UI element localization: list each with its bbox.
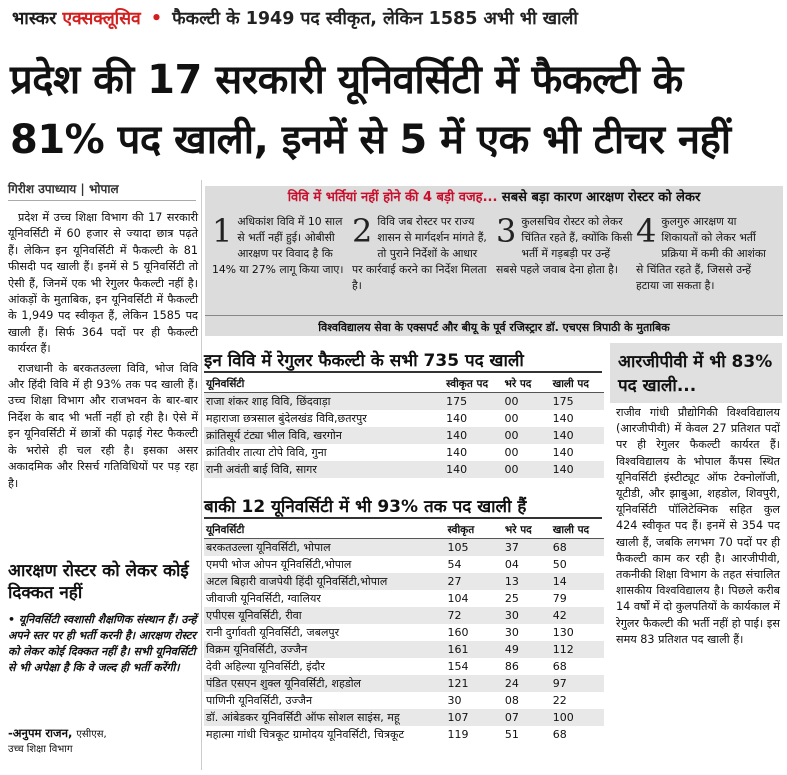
table-row <box>204 393 604 411</box>
university-name-cell: पाणिनी यूनिवर्सिटी, उज्जैन <box>206 694 313 707</box>
quote-author-title: एसीएस, <box>76 729 107 740</box>
number-cell: 13 <box>503 573 551 590</box>
faculty-table-2 <box>204 521 604 743</box>
number-cell: 121 <box>446 675 503 692</box>
reasons-source: विश्वविद्यालय सेवा के एक्सपर्ट और बीयू के पूर्व रजिस्ट्रार डॉ. एचएस त्रिपाठी के मुताबिक <box>205 315 783 335</box>
number-cell: 37 <box>503 539 551 557</box>
brand-name: भास्कर <box>12 9 57 29</box>
number-cell: 07 <box>503 709 551 726</box>
col-header: स्वीकृत <box>446 521 503 539</box>
number-cell: 160 <box>447 626 469 639</box>
table1-container <box>204 375 604 478</box>
col-header: भरे पद <box>503 521 551 539</box>
university-name-cell: राजा शंकर शाह विवि, छिंदवाड़ा <box>204 393 444 411</box>
number-cell: 140 <box>446 412 468 425</box>
number-cell: 175 <box>444 393 502 411</box>
university-name-cell: रानी दुर्गावती यूनिवर्सिटी, जबलपुर <box>206 626 340 639</box>
table-row <box>204 539 604 557</box>
col-header: स्वीकृत पद <box>444 375 502 393</box>
number-cell: 104 <box>447 592 469 605</box>
table1-title: इन विवि में रेगुलर फैकल्टी के सभी 735 पद खाली <box>204 351 524 371</box>
university-name-cell: विक्रम यूनिवर्सिटी, उज्जैन <box>204 641 446 658</box>
number-cell: 00 <box>503 427 551 444</box>
table-row <box>204 709 604 726</box>
table1-body <box>204 393 604 479</box>
table-row <box>204 692 604 709</box>
table-row <box>204 461 604 478</box>
reason-item <box>496 214 634 304</box>
table-row <box>204 556 604 573</box>
university-name-cell: एपीएस यूनिवर्सिटी, रीवा <box>204 607 446 624</box>
reason-text: कुलगुरु आरक्षण या शिकायतों को लेकर भर्ती प्रक्रिया में कमी की आशंका से चिंतित रहते हैं, जिससे उन्हें हटाया जा सकता है। <box>636 215 766 292</box>
number-cell: 30 <box>447 694 462 707</box>
number-cell: 140 <box>552 446 574 459</box>
table-row <box>204 675 604 692</box>
number-cell: 68 <box>551 539 604 557</box>
number-cell: 49 <box>503 641 551 658</box>
number-cell: 22 <box>552 694 567 707</box>
reason-text: कुलसचिव रोस्टर को लेकर चिंतित रहते हैं, क्योंकि किसी भर्ती में गड़बड़ी पर उन्हें सबसे पहले जवाब देना होता है। <box>496 215 633 276</box>
number-cell: 105 <box>446 539 503 557</box>
col-header: खाली पद <box>551 521 604 539</box>
university-name-cell: रानी अवंती बाई विवि, सागर <box>204 461 444 478</box>
table-row <box>204 624 604 641</box>
reason-text: विवि जब रोस्टर पर राज्य शासन से मार्गदर्शन मांगते हैं, तो पुराने निर्देशों के आधार पर कार्रवाई करने का निर्देश मिलता है। <box>352 215 487 292</box>
number-cell: 140 <box>444 461 502 478</box>
table-row <box>204 607 604 624</box>
table-row <box>204 427 604 444</box>
number-cell: 140 <box>446 446 468 459</box>
byline: गिरीश उपाध्याय | भोपाल <box>8 180 196 201</box>
headline: प्रदेश की 17 सरकारी यूनिवर्सिटी में फैकल्टी के 81% पद खाली, इनमें से 5 में एक भी टीचर नहीं <box>10 57 731 163</box>
number-cell: 107 <box>446 709 503 726</box>
number-cell: 68 <box>552 728 567 741</box>
table-row <box>204 590 604 607</box>
col-header: यूनिवर्सिटी <box>204 375 444 393</box>
number-cell: 30 <box>503 607 551 624</box>
sidebar-title: आरजीपीवी में भी 83% पद खाली... <box>618 352 773 396</box>
reasons-title-red: विवि में भर्तियां नहीं होने की 4 बड़ी वजह... <box>287 190 498 205</box>
number-cell: 51 <box>504 728 519 741</box>
table2-container <box>204 521 604 743</box>
reason-item <box>636 214 774 304</box>
faculty-table-1 <box>204 375 604 478</box>
number-cell: 97 <box>551 675 604 692</box>
number-cell: 79 <box>552 592 567 605</box>
number-cell: 154 <box>447 660 469 673</box>
number-cell: 25 <box>504 592 519 605</box>
number-cell: 112 <box>551 641 604 658</box>
table-row <box>204 726 604 743</box>
col-header: भरे पद <box>503 375 551 393</box>
table1-rule <box>204 371 602 373</box>
university-name-cell: डॉ. आंबेडकर यूनिवर्सिटी ऑफ सोशल साइंस, महू <box>204 709 446 726</box>
reason-number: 3 <box>496 212 517 250</box>
body-paragraph: राजधानी के बरकतउल्ला विवि, भोज विवि और हिंदी विवि में ही 93% तक पद खाली हैं। उच्च शिक्षा विभाग और राजभवन के बार-बार निर्देश के बाद भी भर्ती नहीं हो रही है। ऐसे में इन यूनिवर्सिटी में छात्रों की पढ़ाई गेस्ट फैकल्टी के भरोसे ही चल रही है। इसका असर अकादमिक और रिसर्च गतिविधियों पर पड़ रहा है। <box>8 361 198 490</box>
number-cell: 42 <box>551 607 604 624</box>
reason-text: अधिकांश विवि में 10 साल से भर्ती नहीं हुई। ओबीसी आरक्षण पर विवाद है कि 14% या 27% लागू किया जाए। <box>212 215 344 276</box>
body-paragraph: प्रदेश में उच्च शिक्षा विभाग की 17 सरकारी यूनिवर्सिटी में 60 हजार से ज्यादा छात्र पढ़ते हैं। लेकिन इन यूनिवर्सिटी में फैकल्टी के 81 फीसदी पद खाली हैं। इनमें से 5 यूनिवर्सिटी तो ऐसी हैं, जिनमें एक भी रेगुलर फैकल्टी नहीं है। आंकड़ों के मुताबिक, इन यूनिवर्सिटी में फैकल्टी के 1,949 पद स्वीकृत हैं, लेकिन 1585 पद खाली हैं। सिर्फ 364 पदों पर ही फैकल्टी कार्यरत हैं। <box>8 211 198 356</box>
left-column-body <box>8 210 198 495</box>
number-cell: 175 <box>551 393 604 411</box>
table-row <box>204 410 604 427</box>
number-cell: 140 <box>444 427 502 444</box>
university-name-cell: महात्मा गांधी चित्रकूट ग्रामोदय यूनिवर्सिटी, चित्रकूट <box>206 728 405 741</box>
university-name-cell: देवी अहिल्या यूनिवर्सिटी, इंदौर <box>206 660 325 673</box>
table-row <box>204 444 604 461</box>
number-cell: 00 <box>503 461 551 478</box>
reasons-title <box>205 186 783 210</box>
reason-number: 1 <box>212 212 233 250</box>
sidebar-body: राजीव गांधी प्रौद्योगिकी विश्वविद्यालय (आरजीपीवी) में केवल 27 प्रतिशत पदों पर ही रेगुलर फैकल्टी कार्यरत हैं। विश्वविद्यालय के भोपाल कैंपस स्थित यूनिवर्सिटी इंस्टीट्यूट ऑफ टेक्नोलॉजी, यूटीडी, और झाबुआ, शहडोल, शिवपुरी, यूनिवर्सिटी पॉलिटेक्निक सहित कुल 424 स्वीकृत पद हैं। इनमें से 354 पद खाली हैं, जबकि लगभग 70 पदों पर ही फैकल्टी काम कर रही है। आरजीपीवी, तकनीकी शिक्षा विभाग के तहत संचालित शासकीय विश्वविद्यालय है। पिछले करीब 14 वर्षों में दो कुलपतियों के कार्यकाल में रेगुलर फैकल्टी की भर्ती नहीं हो पाई। इस समय 83 प्रतिशत पद खाली हैं। <box>616 406 780 646</box>
number-cell: 72 <box>446 607 503 624</box>
number-cell: 24 <box>503 675 551 692</box>
number-cell: 50 <box>552 558 567 571</box>
number-cell: 00 <box>503 393 551 411</box>
number-cell: 00 <box>504 412 519 425</box>
university-name-cell: अटल बिहारी वाजपेयी हिंदी यूनिवर्सिटी,भोपाल <box>204 573 446 590</box>
table-row <box>204 658 604 675</box>
subheading: आरक्षण रोस्टर को लेकर कोई दिक्कत नहीं <box>8 561 189 603</box>
number-cell: 130 <box>552 626 574 639</box>
table-row <box>204 641 604 658</box>
kicker-line <box>12 6 782 42</box>
number-cell: 27 <box>446 573 503 590</box>
kicker-text: फैकल्टी के 1949 पद स्वीकृत, लेकिन 1585 अभी भी खाली <box>172 9 578 29</box>
col-header: यूनिवर्सिटी <box>204 521 446 539</box>
number-cell: 08 <box>504 694 519 707</box>
university-name-cell: क्रांतिवीर तात्या टोपे विवि, गुना <box>206 446 327 459</box>
reason-number: 4 <box>636 212 657 250</box>
quote-designation: उच्च शिक्षा विभाग <box>8 744 73 755</box>
column-divider <box>201 180 202 770</box>
reason-number: 2 <box>352 212 373 250</box>
quote-author: -अनुपम राजन, <box>8 726 73 740</box>
university-name-cell: पंडित एसएन शुक्ल यूनिवर्सिटी, शहडोल <box>204 675 446 692</box>
quote: • यूनिवर्सिटी स्वशासी शैक्षणिक संस्थान हैं। उन्हें अपने स्तर पर ही भर्ती करनी है। आरक्षण रोस्टर को लेकर कोई दिक्कत नहीं है। सभी यूनिवर्सिटी से भी अपेक्षा है कि वे जल्द ही भर्ती करेंगी। <box>8 613 197 674</box>
number-cell: 140 <box>551 461 604 478</box>
university-name-cell: क्रांतिसूर्य टंट्या भील विवि, खरगोन <box>204 427 444 444</box>
number-cell: 30 <box>504 626 519 639</box>
number-cell: 04 <box>504 558 519 571</box>
table-row <box>204 573 604 590</box>
number-cell: 14 <box>551 573 604 590</box>
number-cell: 86 <box>504 660 519 673</box>
reasons-title-black: सबसे बड़ा कारण आरक्षण रोस्टर को लेकर <box>501 190 701 205</box>
reason-item <box>352 214 490 304</box>
university-name-cell: बरकतउल्ला यूनिवर्सिटी, भोपाल <box>204 539 446 557</box>
quote-attribution <box>8 726 198 757</box>
table2-rule <box>204 517 602 519</box>
university-name-cell: जीवाजी यूनिवर्सिटी, ग्वालियर <box>206 592 321 605</box>
number-cell: 161 <box>446 641 503 658</box>
university-name-cell: महाराजा छत्रसाल बुंदेलखंड विवि,छतरपुर <box>206 412 367 425</box>
kicker-dot: • <box>150 9 163 29</box>
number-cell: 54 <box>447 558 462 571</box>
table2-title: बाकी 12 यूनिवर्सिटी में भी 93% तक पद खाली हैं <box>204 497 527 517</box>
number-cell: 68 <box>552 660 567 673</box>
number-cell: 140 <box>552 412 574 425</box>
number-cell: 119 <box>447 728 469 741</box>
col-header: खाली पद <box>551 375 604 393</box>
number-cell: 00 <box>504 446 519 459</box>
number-cell: 140 <box>551 427 604 444</box>
table2-body <box>204 539 604 744</box>
reason-item <box>212 214 350 304</box>
number-cell: 100 <box>551 709 604 726</box>
university-name-cell: एमपी भोज ओपन यूनिवर्सिटी,भोपाल <box>206 558 352 571</box>
exclusive-tag: एक्सक्लूसिव <box>62 9 141 29</box>
